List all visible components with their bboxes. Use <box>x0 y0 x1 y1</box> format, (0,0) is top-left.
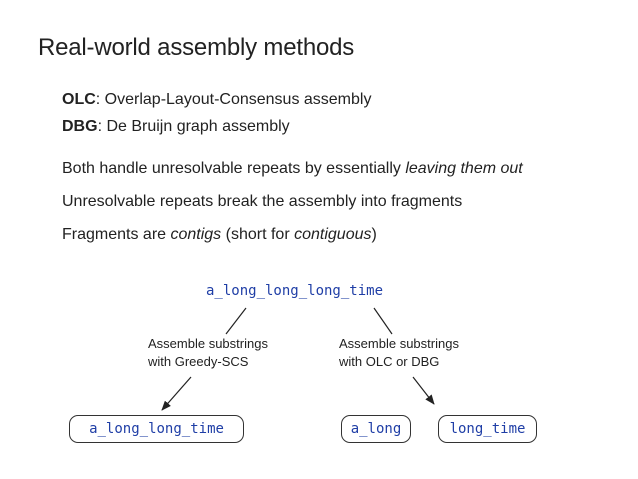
bullet-3-contiguous: contiguous <box>294 226 372 243</box>
bullet-3-post: ) <box>371 226 377 243</box>
greedy-result-text: a_long_long_time <box>89 421 224 437</box>
olc-text: : Overlap-Layout-Consensus assembly <box>95 91 372 108</box>
contig-1-text: a_long <box>350 421 402 437</box>
bullet-3-contigs: contigs <box>170 226 222 243</box>
arrow-to-right-result <box>413 377 434 404</box>
right-method-label <box>339 335 459 371</box>
bullet-3-mid: (short for <box>221 226 295 243</box>
line-root-to-right <box>374 308 392 334</box>
bullet-1-text: Both handle unresolvable repeats by essentially <box>62 160 406 177</box>
left-method-line-1: Assemble substrings <box>148 336 268 351</box>
right-method-line-2: with OLC or DBG <box>339 354 440 369</box>
bullet-3-pre: Fragments are <box>62 226 171 243</box>
bullet-2-text: Unresolvable repeats break the assembly into fragments <box>62 193 463 210</box>
right-method-line-1: Assemble substrings <box>339 336 459 351</box>
left-method-label <box>148 335 268 371</box>
contig-2-text: long_time <box>449 421 526 437</box>
bullet-1-emphasis: leaving them out <box>405 160 523 177</box>
dbg-text: : De Bruijn graph assembly <box>97 118 290 135</box>
arrow-to-left-result <box>162 377 191 410</box>
dbg-abbr: DBG <box>62 118 98 135</box>
line-root-to-left <box>226 308 246 334</box>
contig-1-box <box>341 415 411 443</box>
olc-abbr: OLC <box>62 91 96 108</box>
slide-title: Real-world assembly methods <box>38 34 355 61</box>
left-method-line-2: with Greedy-SCS <box>148 354 249 369</box>
contig-2-box <box>438 415 537 443</box>
greedy-result-box <box>69 415 244 443</box>
diagram-root-string: a_long_long_long_time <box>206 283 384 299</box>
